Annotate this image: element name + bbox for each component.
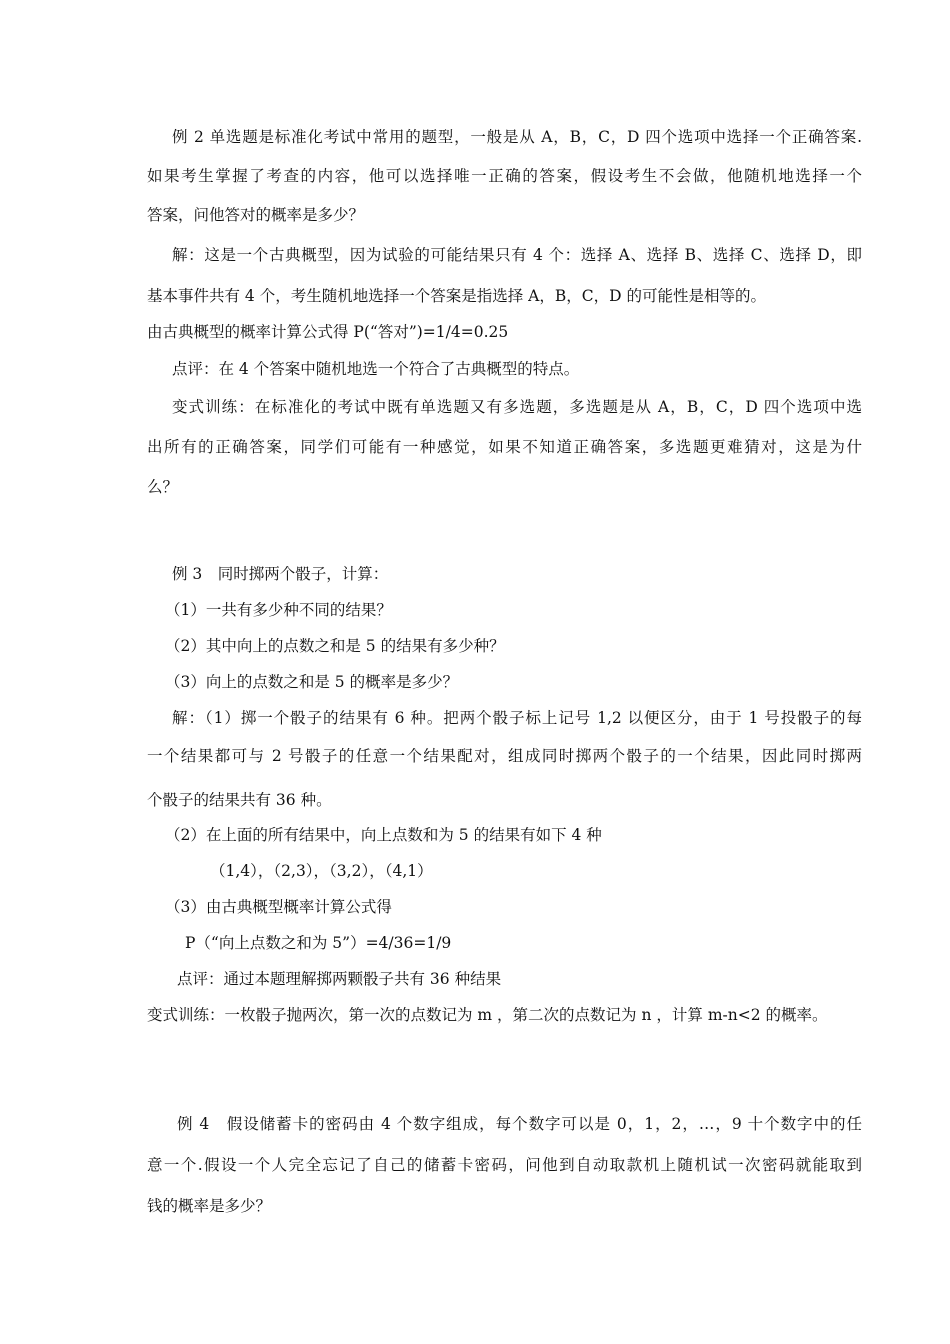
example3-comment: 点评：通过本题理解掷两颗骰子共有 36 种结果: [177, 970, 502, 988]
example3-solution-line3: 个骰子的结果共有 36 种。: [147, 791, 332, 809]
example3-solution-line2: 一个结果都可与 2 号骰子的任意一个结果配对，组成同时掷两个骰子的一个结果，因此同时掷两: [147, 747, 862, 765]
example3-variant: 变式训练：一枚骰子抛两次，第一次的点数记为 m ，第二次的点数记为 n ，计算 m-n<2 的概率。: [147, 1006, 828, 1024]
example3-solution-line4: （2）在上面的所有结果中，向上点数和为 5 的结果有如下 4 种: [165, 826, 602, 844]
example3-title: 例 3 同时掷两个骰子，计算：: [172, 565, 389, 583]
example3-solution-line6: （3）由古典概型概率计算公式得: [165, 898, 392, 916]
example4-question-line1: 例 4 假设储蓄卡的密码由 4 个数字组成，每个数字可以是 0，1，2，…，9 十个数字中的任: [177, 1115, 862, 1133]
example2-question-line1: 例 2 单选题是标准化考试中常用的题型，一般是从 A，B，C，D 四个选项中选择一个正确答案.: [172, 128, 862, 146]
example2-variant-line3: 么？: [147, 478, 179, 496]
example3-solution-line1: 解：（1）掷一个骰子的结果有 6 种。把两个骰子标上记号 1,2 以便区分，由于 1 号投骰子的每: [172, 709, 862, 727]
example3-probability-formula: P（“向上点数之和为 5”）=4/36=1/9: [185, 934, 452, 952]
example2-variant-line1: 变式训练：在标准化的考试中既有单选题又有多选题，多选题是从 A，B，C，D 四个选项中选: [172, 398, 862, 416]
example2-solution-line3: 由古典概型的概率计算公式得 P(“答对”)=1/4=0.25: [147, 323, 509, 341]
example3-part3: （3）向上的点数之和是 5 的概率是多少？: [165, 673, 459, 691]
example3-outcomes: （1,4），（2,3），（3,2），（4,1）: [210, 862, 433, 880]
example3-part2: （2）其中向上的点数之和是 5 的结果有多少种？: [165, 637, 505, 655]
example2-variant-line2: 出所有的正确答案，同学们可能有一种感觉，如果不知道正确答案，多选题更难猜对，这是为什: [147, 438, 862, 456]
example2-solution-line2: 基本事件共有 4 个，考生随机地选择一个答案是指选择 A，B，C，D 的可能性是相等的。: [147, 287, 766, 305]
example2-comment: 点评：在 4 个答案中随机地选一个符合了古典概型的特点。: [172, 360, 580, 378]
example4-question-line2: 意一个.假设一个人完全忘记了自己的储蓄卡密码，问他到自动取款机上随机试一次密码就能取到: [147, 1156, 862, 1174]
example2-question-line3: 答案，问他答对的概率是多少？: [147, 206, 365, 224]
example2-question-line2: 如果考生掌握了考查的内容，他可以选择唯一正确的答案，假设考生不会做，他随机地选择一个: [147, 167, 862, 185]
example4-question-line3: 钱的概率是多少？: [147, 1197, 272, 1215]
example3-part1: （1）一共有多少种不同的结果？: [165, 601, 392, 619]
example2-solution-line1: 解：这是一个古典概型，因为试验的可能结果只有 4 个：选择 A、选择 B、选择 C、选择 D，即: [172, 246, 862, 264]
